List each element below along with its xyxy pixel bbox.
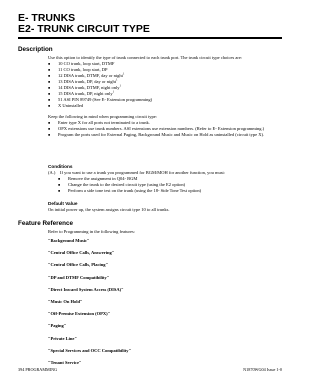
list-item: ■ Perform a side tone test on the trunk (using the 18- Side Tone Test option) xyxy=(58,188,280,194)
list-item: "Private Line" xyxy=(48,335,77,341)
list-item: ■ Enter type X for all ports not terminated to a trunk. xyxy=(48,120,280,126)
feature-reference-body xyxy=(48,229,280,372)
keep-in-mind-line: Keep the following in mind when programming circuit type: xyxy=(48,114,157,119)
description-intro: Use this option to identify the type of trunk connected to each trunk port. The trunk circuit type choices are: xyxy=(48,55,243,60)
list-item: ■ 13 DISA trunk, DP, day or night$^1$ xyxy=(48,79,280,85)
condition-number: (A.) xyxy=(48,170,56,175)
default-value-text: On initial power up, the system assigns circuit type 10 to all trunks. xyxy=(48,207,170,212)
default-value-block xyxy=(48,201,280,213)
page-header xyxy=(18,13,150,35)
description-heading: Description xyxy=(18,46,53,53)
footer-page-label: 394 PROGRAMMING xyxy=(18,367,58,372)
feature-list xyxy=(48,238,280,372)
list-item: "Special Services and OCC Compatibility" xyxy=(48,347,131,353)
list-item: "Off-Premise Extension (OPX)" xyxy=(48,311,111,317)
page-title: E2- TRUNK CIRCUIT TYPE xyxy=(18,23,150,35)
list-item: "Music On Hold" xyxy=(48,298,83,304)
list-item: ■ OPX extensions use trunk numbers. ASI extensions use extension numbers. (Refer to E- Extension programming.) xyxy=(48,126,280,132)
list-item: "Direct Inward System Access (DISA)" xyxy=(48,286,124,292)
list-item: ■ 15 DISA trunk, DP, night only$^1$ xyxy=(48,91,280,97)
list-item: ■ Change the trunk to the desired circuit type (using the E2 option) xyxy=(58,182,280,188)
circuit-type-list xyxy=(48,61,280,109)
list-item: ■ 11 CO trunk, loop start, DP xyxy=(48,67,280,73)
feature-reference-intro: Refer to Programming in the following features: xyxy=(48,229,135,234)
feature-reference-heading: Feature Reference xyxy=(18,220,73,227)
section-title: E- TRUNKS xyxy=(18,12,76,24)
list-item: "Central Office Calls, Answering" xyxy=(48,250,115,256)
list-item: ■ Remove the assignment in Q04- BGM xyxy=(58,176,280,182)
list-item: ■ Program the ports used for External Paging, Background Music and Music on Hold as uninstalled (circuit type X). xyxy=(48,132,280,138)
description-body xyxy=(48,55,280,138)
list-item: ■ 10 CO trunk, loop start, DTMF xyxy=(48,61,280,67)
page-footer xyxy=(18,367,282,375)
list-item: ■ 14 DISA trunk, DTMF, night only$^1$ xyxy=(48,85,280,91)
notes-list xyxy=(48,120,280,138)
conditions-heading: Conditions xyxy=(48,164,73,169)
list-item: "Background Music" xyxy=(48,238,90,243)
default-value-heading: Default Value xyxy=(48,201,78,206)
list-item: ■ X Uninstalled xyxy=(48,103,280,109)
list-item: "Paging" xyxy=(48,323,67,329)
list-item: "DP and DTMF Compatibility" xyxy=(48,274,110,280)
list-item: ■ 51 ASI PIN 89749 (See E- Extension programming) xyxy=(48,97,280,103)
conditions-block xyxy=(48,164,280,194)
list-item: "Central Office Calls, Placing" xyxy=(48,262,108,268)
list-item: "Tenant Service" xyxy=(48,359,82,365)
title-rule xyxy=(18,37,282,39)
condition-steps xyxy=(48,176,280,194)
condition-lead: If you want to use a trunk you programmed for BGM/MOH for another function, you must: xyxy=(60,170,225,175)
footer-doc-id: N1870WG04 Issue 1-0 xyxy=(243,367,282,372)
list-item: ■ 12 DISA trunk, DTMF, day or night$^1$ xyxy=(48,73,280,79)
